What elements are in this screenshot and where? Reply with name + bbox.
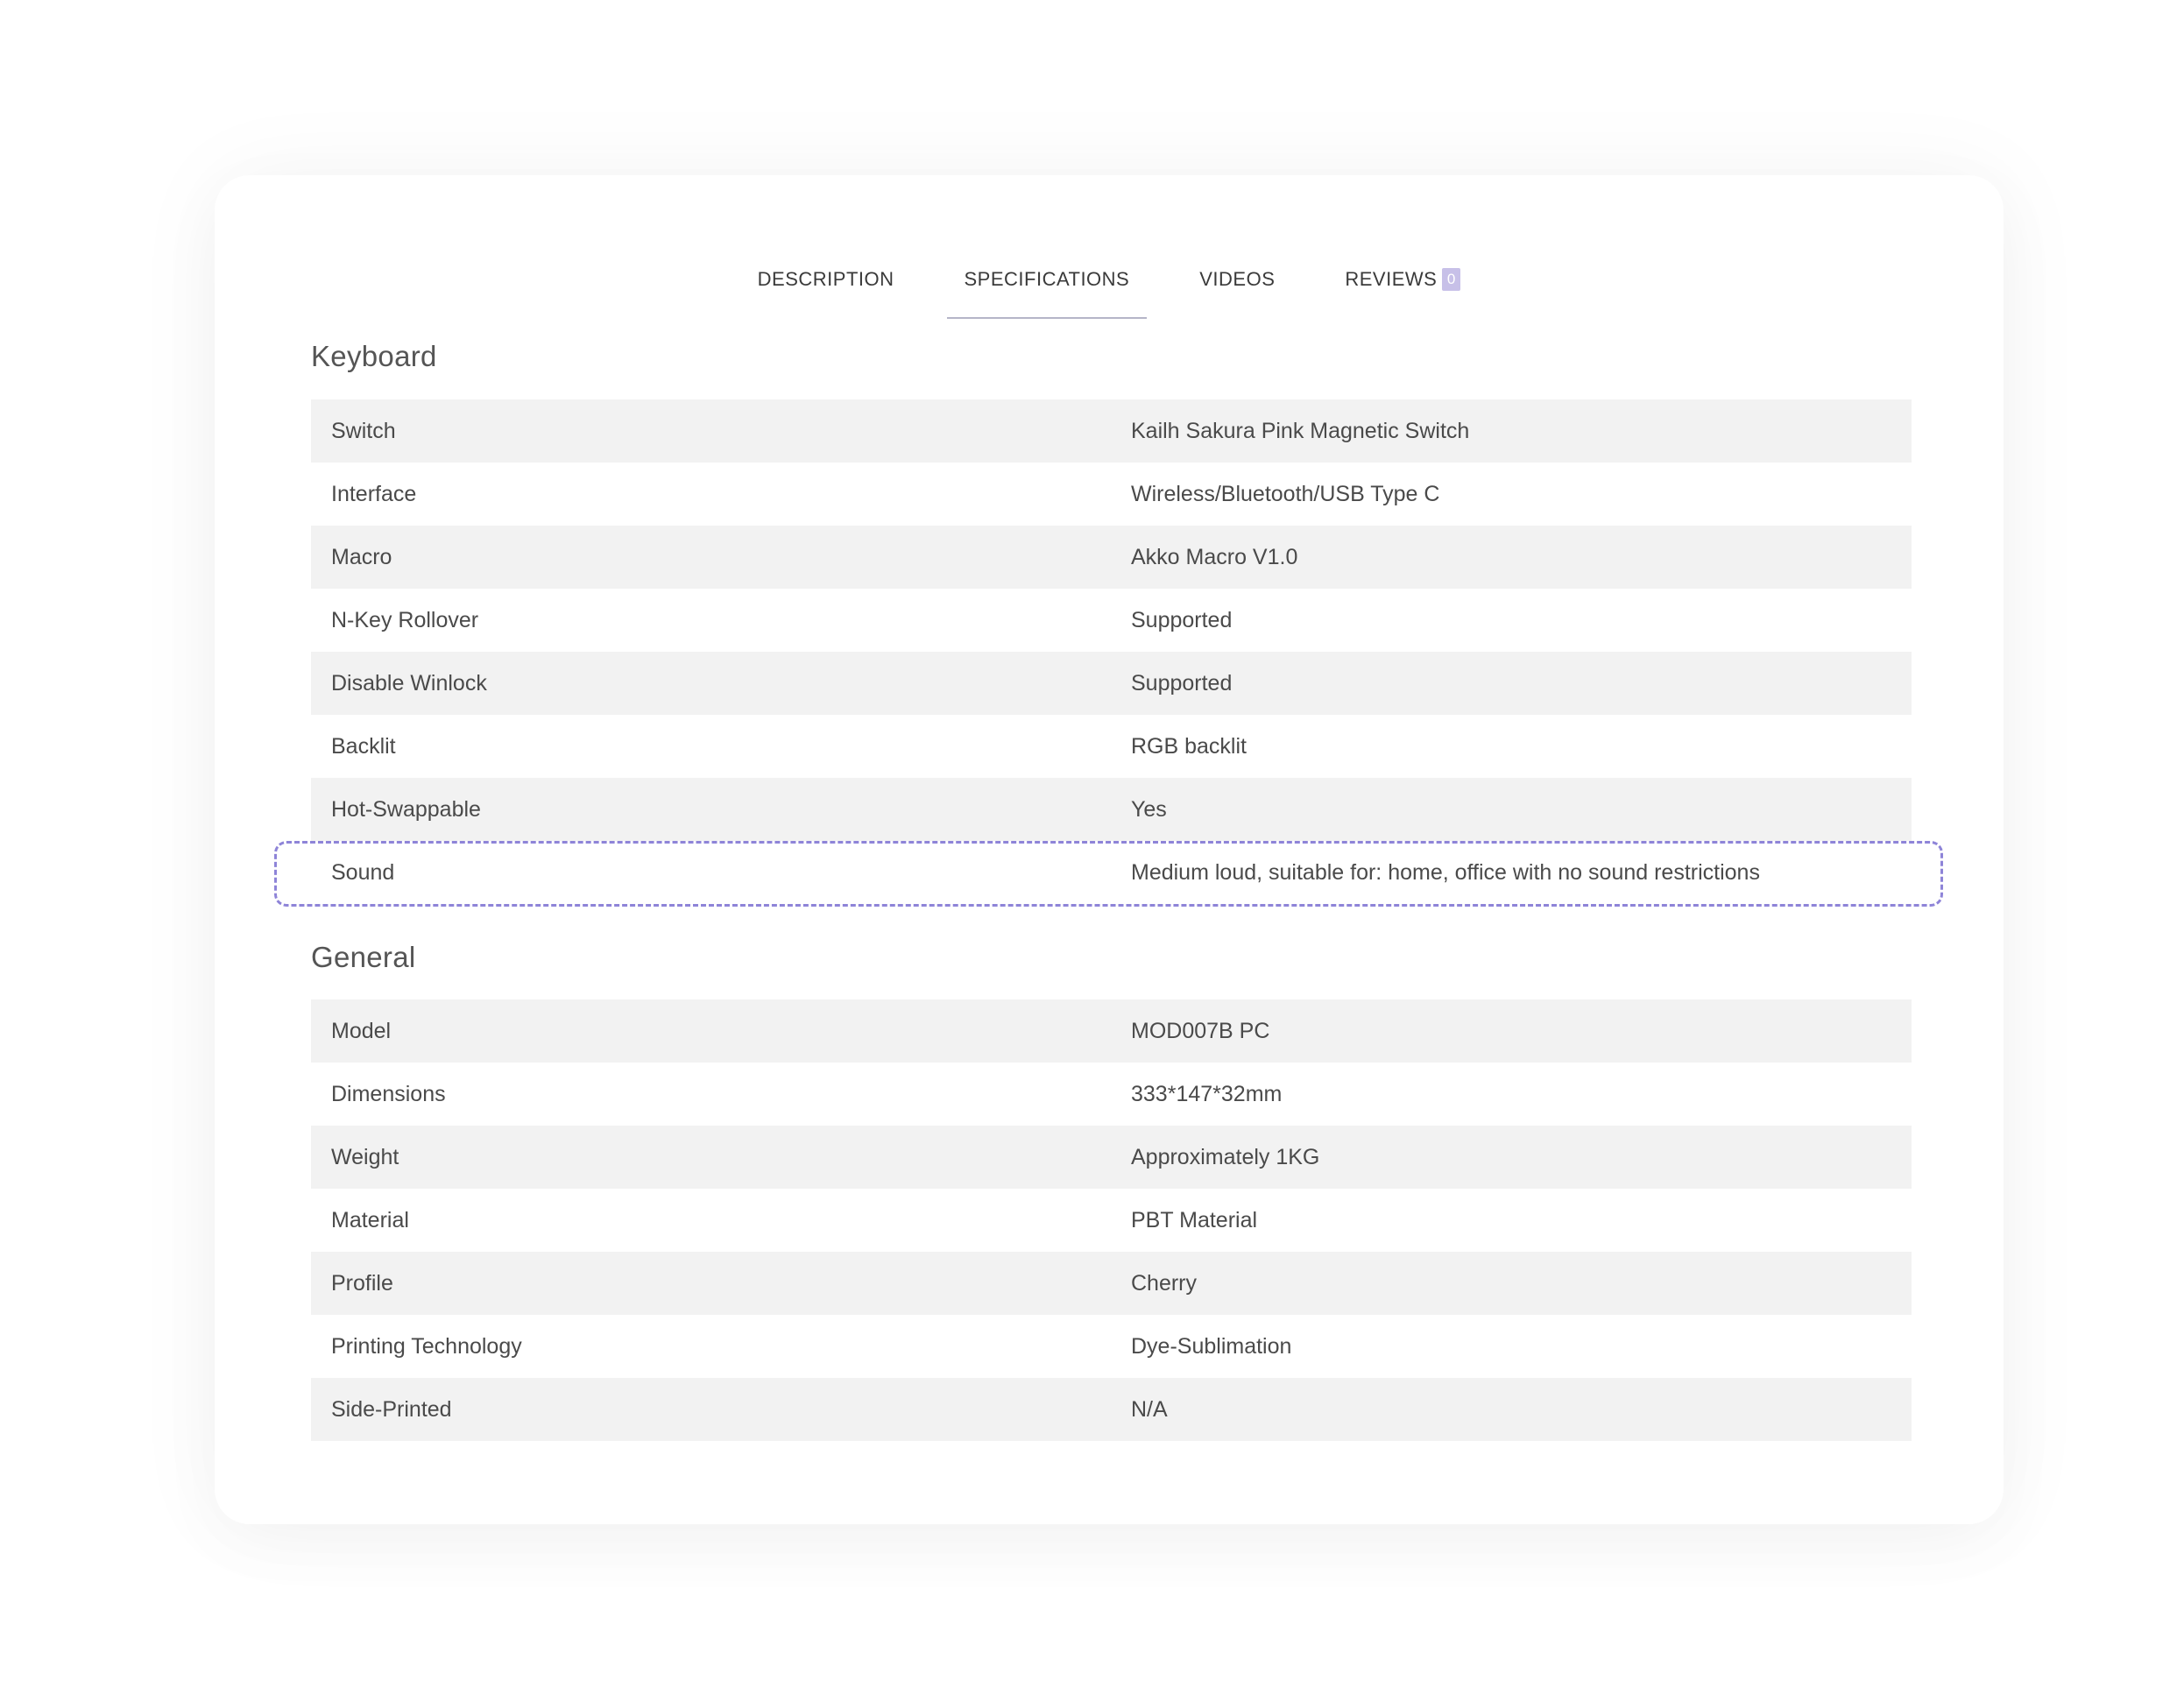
spec-key: Weight	[331, 1144, 399, 1169]
spec-value: Supported	[1131, 607, 1233, 632]
spec-key: Profile	[331, 1270, 393, 1296]
tab-specifications-label: SPECIFICATIONS	[964, 268, 1130, 290]
spec-value: Medium loud, suitable for: home, office with no sound restrictions	[1131, 859, 1760, 885]
spec-row-weight	[311, 1126, 1912, 1189]
product-info-card	[215, 175, 2004, 1524]
spec-row-dimensions	[311, 1063, 1912, 1126]
tab-videos[interactable]	[1182, 263, 1292, 319]
spec-row-macro	[311, 526, 1912, 589]
spec-value: Kailh Sakura Pink Magnetic Switch	[1131, 418, 1470, 443]
tab-specifications[interactable]	[947, 263, 1148, 319]
spec-key: Hot-Swappable	[331, 796, 481, 822]
spec-value: Yes	[1131, 796, 1167, 822]
spec-key: Interface	[331, 481, 417, 506]
tab-description[interactable]	[740, 263, 912, 319]
tab-description-label: DESCRIPTION	[757, 268, 894, 290]
spec-key: Dimensions	[331, 1081, 446, 1106]
spec-row-side-printed	[311, 1378, 1912, 1441]
spec-value: Dye-Sublimation	[1131, 1333, 1292, 1359]
spec-row-material	[311, 1189, 1912, 1252]
spec-key: Printing Technology	[331, 1333, 522, 1359]
spec-value: Akko Macro V1.0	[1131, 544, 1298, 569]
section-title-keyboard: Keyboard	[311, 340, 437, 372]
product-tabs	[215, 263, 2004, 333]
spec-row-n-key-rollover	[311, 589, 1912, 652]
spec-key: Material	[331, 1207, 409, 1232]
spec-row-disable-winlock	[311, 652, 1912, 715]
spec-value: PBT Material	[1131, 1207, 1258, 1232]
spec-key: Backlit	[331, 733, 396, 759]
spec-row-profile	[311, 1252, 1912, 1315]
spec-key: Disable Winlock	[331, 670, 487, 696]
spec-value: N/A	[1131, 1396, 1168, 1422]
spec-table-keyboard	[311, 399, 1912, 904]
spec-key: Side-Printed	[331, 1396, 452, 1422]
spec-row-sound-highlighted	[311, 841, 1912, 904]
spec-value: MOD007B PC	[1131, 1018, 1270, 1043]
spec-row-backlit	[311, 715, 1912, 778]
spec-value: Wireless/Bluetooth/USB Type C	[1131, 481, 1440, 506]
spec-row-switch	[311, 399, 1912, 463]
spec-key: Model	[331, 1018, 392, 1043]
tab-reviews-label: REVIEWS	[1345, 268, 1438, 290]
spec-value: RGB backlit	[1131, 733, 1247, 759]
spec-table-general	[311, 999, 1912, 1441]
spec-row-hot-swappable	[311, 778, 1912, 841]
spec-key: N-Key Rollover	[331, 607, 479, 632]
tab-videos-label: VIDEOS	[1199, 268, 1276, 290]
spec-row-model	[311, 999, 1912, 1063]
spec-value: Approximately 1KG	[1131, 1144, 1320, 1169]
spec-row-printing-technology	[311, 1315, 1912, 1378]
spec-row-interface	[311, 463, 1912, 526]
reviews-count-badge: 0	[1442, 268, 1460, 291]
tab-reviews[interactable]	[1327, 263, 1478, 319]
spec-key: Sound	[331, 859, 395, 885]
spec-key: Switch	[331, 418, 396, 443]
spec-value: Supported	[1131, 670, 1233, 696]
spec-key: Macro	[331, 544, 392, 569]
spec-value: 333*147*32mm	[1131, 1081, 1283, 1106]
section-title-general: General	[311, 941, 416, 973]
spec-value: Cherry	[1131, 1270, 1198, 1296]
